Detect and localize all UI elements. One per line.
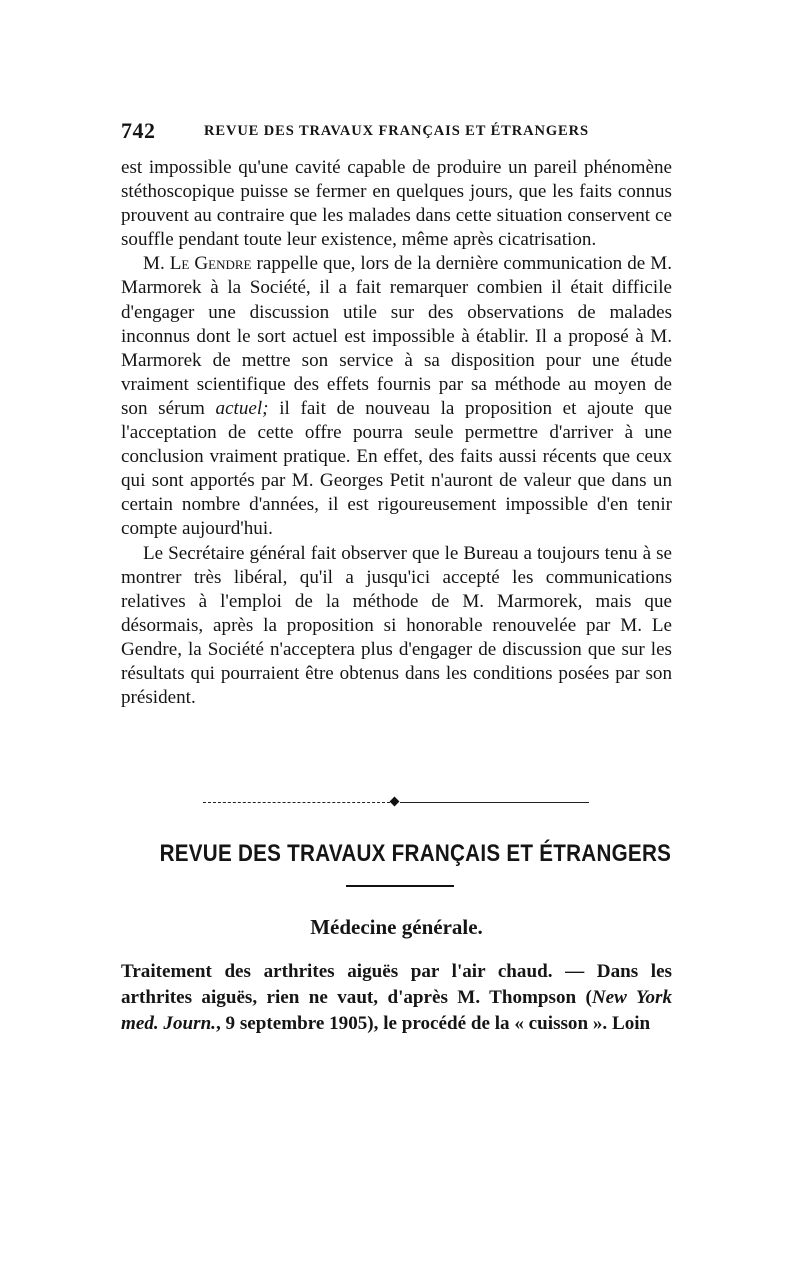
- paragraph-secretaire: Le Secrétaire général fait observer que le Bureau a toujours tenu à se montrer très libéral, qu'il a jusqu'ici accepté les communications relatives à l'emploi de la méthode de M. Marmorek, mais que désormais, après la proposition si honorable renouvelée par M. Le Gendre, la Société n'acceptera plus d'engager de discussion que sur les résultats qui pourraient être obtenus dans les conditions posées par son président.: [121, 542, 672, 709]
- section-title: REVUE DES TRAVAUX FRANÇAIS ET ÉTRANGERS: [159, 840, 672, 867]
- divider-line-right: [400, 802, 589, 803]
- paragraph-continuation: est impossible qu'une cavité capable de produire un pareil phénomène stéthoscopique puisse se fermer en quelques jours, que les faits connus prouvent au contraire que les malades dans cette situation conservent ce souffle pendant toute leur existence, même après cicatrisation.: [121, 157, 672, 251]
- divider-line-left: [203, 802, 390, 803]
- article-paragraph: [121, 959, 672, 1037]
- page-number: 742: [121, 118, 156, 143]
- body-text: [121, 156, 672, 710]
- title-rule: [346, 885, 454, 887]
- paragraph-le-gendre: [121, 252, 672, 541]
- running-head: [121, 118, 672, 144]
- article-text: — Dans les arthrites aiguës, rien ne vaut, d'après M. Thompson (: [121, 961, 672, 1008]
- paragraph-text: rappelle que, lors de la dernière communication de M. Marmorek à la Société, il a fait remarquer combien il était difficile d'engager une discussion utile sur des observations de malades inconnus dont le sort actuel est impossible à établir. Il a proposé à M. Marmorek de mettre son service à sa disposition pour une étude vraiment scientifique des effets fournis par sa méthode au moyen de son sérum: [121, 253, 672, 419]
- diamond-ornament-icon: [390, 797, 400, 807]
- running-title: REVUE DES TRAVAUX FRANÇAIS ET ÉTRANGERS: [204, 123, 589, 139]
- article-text: , 9 septembre 1905), le procédé de la « cuisson ». Loin: [215, 1013, 651, 1034]
- ornamental-divider: [203, 794, 589, 810]
- speaker-name: Le Gendre: [169, 253, 252, 275]
- speaker-prefix: M.: [143, 253, 170, 275]
- emphasis-text: actuel;: [215, 397, 269, 419]
- subsection-title: Médecine générale.: [310, 915, 483, 939]
- article-lead: Traitement des arthrites aiguës par l'air chaud.: [121, 961, 553, 982]
- journal-reference: New York med. Journ.: [121, 987, 672, 1034]
- paragraph-text: il fait de nouveau la proposition et ajoute que l'acceptation de cette offre pourra seule permettre d'arriver à une conclusion vraiment pratique. En effet, des faits aussi récents que ceux qui sont apportés par M. Georges Petit n'auront de valeur que dans un certain nombre d'années, il est rigoureusement impossible d'en tenir compte aujourd'hui.: [121, 397, 673, 540]
